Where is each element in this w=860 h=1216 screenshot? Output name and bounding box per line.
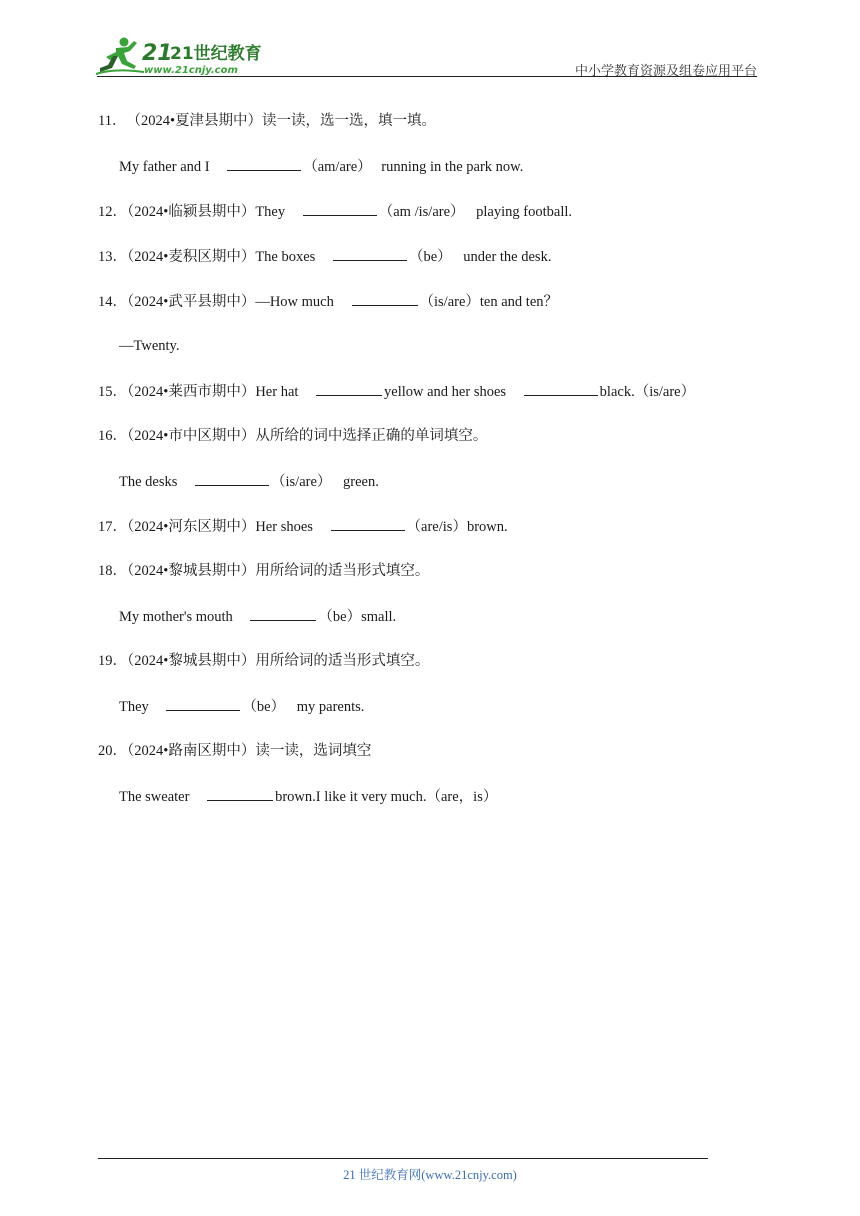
question-number: 14．: [98, 294, 127, 310]
question-13: [98, 246, 778, 291]
question-number: 16．: [98, 428, 127, 444]
question-number: 18．: [98, 563, 127, 579]
question-instruction: 用所给词的适当形式填空。: [255, 563, 430, 579]
question-number: 15．: [98, 384, 127, 400]
answer-blank[interactable]: [227, 156, 301, 171]
question-source: （2024•麦积区期中）: [127, 249, 256, 265]
sentence-start: Her shoes: [255, 519, 313, 535]
question-source: （2024•市中区期中）: [127, 428, 256, 444]
svg-text:www.21cnjy.com: www.21cnjy.com: [144, 65, 238, 76]
answer-blank[interactable]: [207, 786, 273, 801]
question-18-sentence: [98, 606, 778, 651]
sentence-start: —How much: [255, 294, 334, 310]
sentence-end: brown.I like it very much.（are，is）: [275, 789, 498, 805]
question-11: [98, 111, 778, 156]
dialogue-reply: —Twenty.: [119, 338, 180, 354]
question-19: [98, 651, 778, 696]
sentence-end: playing football.: [476, 204, 572, 220]
question-20: [98, 741, 778, 786]
question-14: [98, 291, 778, 336]
sentence-end: under the desk.: [463, 249, 552, 265]
sentence-start: They: [255, 204, 286, 220]
word-hint: （is/are）: [271, 474, 332, 490]
question-instruction: 从所给的词中选择正确的单词填空。: [255, 428, 488, 444]
question-instruction: 用所给词的适当形式填空。: [255, 653, 430, 669]
question-number: 17．: [98, 519, 127, 535]
question-number: 13．: [98, 249, 127, 265]
runner-logo-icon: [94, 34, 264, 78]
question-instruction: 读一读，选一选，填一填。: [262, 113, 437, 129]
sentence-start: The desks: [119, 474, 178, 490]
question-source: （2024•莱西市期中）: [127, 384, 256, 400]
sentence-start: My mother's mouth: [119, 609, 233, 625]
question-number: 19．: [98, 653, 127, 669]
footer-link[interactable]: 21 世纪教育网(www.21cnjy.com): [343, 1168, 517, 1182]
question-20-sentence: [98, 786, 778, 831]
word-hint: （be）: [408, 249, 452, 265]
question-number: 20．: [98, 743, 127, 759]
sentence-end: black.（is/are）: [599, 384, 696, 400]
question-list: [98, 111, 778, 831]
question-number: 12．: [98, 204, 127, 220]
sentence-start: My father and I: [119, 159, 210, 175]
question-16-sentence: [98, 471, 778, 516]
footer-divider: [98, 1158, 708, 1159]
sentence-start: The boxes: [255, 249, 316, 265]
word-hint: （is/are）: [419, 294, 480, 310]
svg-text:21世纪教育: 21世纪教育: [170, 44, 262, 64]
question-11-sentence: [98, 156, 778, 201]
question-source: （2024•路南区期中）: [127, 743, 256, 759]
answer-blank[interactable]: [250, 606, 316, 621]
sentence-end: green.: [343, 474, 379, 490]
word-hint: （am /is/are）: [378, 204, 465, 220]
sentence-start: They: [119, 699, 149, 715]
sentence-end: my parents.: [296, 699, 365, 715]
sentence-end: ten and ten？: [479, 294, 559, 310]
question-15: [98, 381, 778, 426]
answer-blank[interactable]: [331, 516, 405, 531]
question-number: 11．: [98, 113, 127, 129]
word-hint: （am/are）: [303, 159, 372, 175]
header-divider: [97, 76, 757, 77]
sentence-end: running in the park now.: [381, 159, 524, 175]
header-platform-title: 中小学教育资源及组卷应用平台: [574, 64, 757, 79]
word-hint: （be）: [242, 699, 286, 715]
answer-blank[interactable]: [166, 696, 240, 711]
sentence-start: The sweater: [119, 789, 190, 805]
question-instruction: 读一读，选词填空: [255, 743, 372, 759]
answer-blank[interactable]: [303, 201, 377, 216]
question-16: [98, 426, 778, 471]
question-17: [98, 516, 778, 561]
question-source: （2024•武平县期中）: [127, 294, 256, 310]
sentence-end: small.: [361, 609, 397, 625]
answer-blank[interactable]: [195, 471, 269, 486]
question-source: （2024•夏津县期中）: [126, 113, 263, 129]
page-header: [0, 0, 860, 80]
word-hint: （are/is）: [406, 519, 467, 535]
answer-blank-2[interactable]: [524, 381, 598, 396]
answer-blank-1[interactable]: [316, 381, 382, 396]
question-14-answer: [98, 336, 778, 381]
question-source: （2024•河东区期中）: [127, 519, 256, 535]
sentence-end: brown.: [466, 519, 508, 535]
word-hint: （be）: [318, 609, 362, 625]
question-18: [98, 561, 778, 606]
question-source: （2024•黎城县期中）: [127, 563, 256, 579]
site-logo[interactable]: [94, 34, 264, 78]
sentence-start: Her hat: [255, 384, 299, 400]
question-source: （2024•黎城县期中）: [127, 653, 256, 669]
svg-text:21: 21: [142, 41, 173, 66]
sentence-middle: yellow and her shoes: [384, 384, 507, 400]
question-19-sentence: [98, 696, 778, 741]
question-12: [98, 201, 778, 246]
question-source: （2024•临颍县期中）: [127, 204, 256, 220]
answer-blank[interactable]: [333, 246, 407, 261]
answer-blank[interactable]: [352, 291, 418, 306]
